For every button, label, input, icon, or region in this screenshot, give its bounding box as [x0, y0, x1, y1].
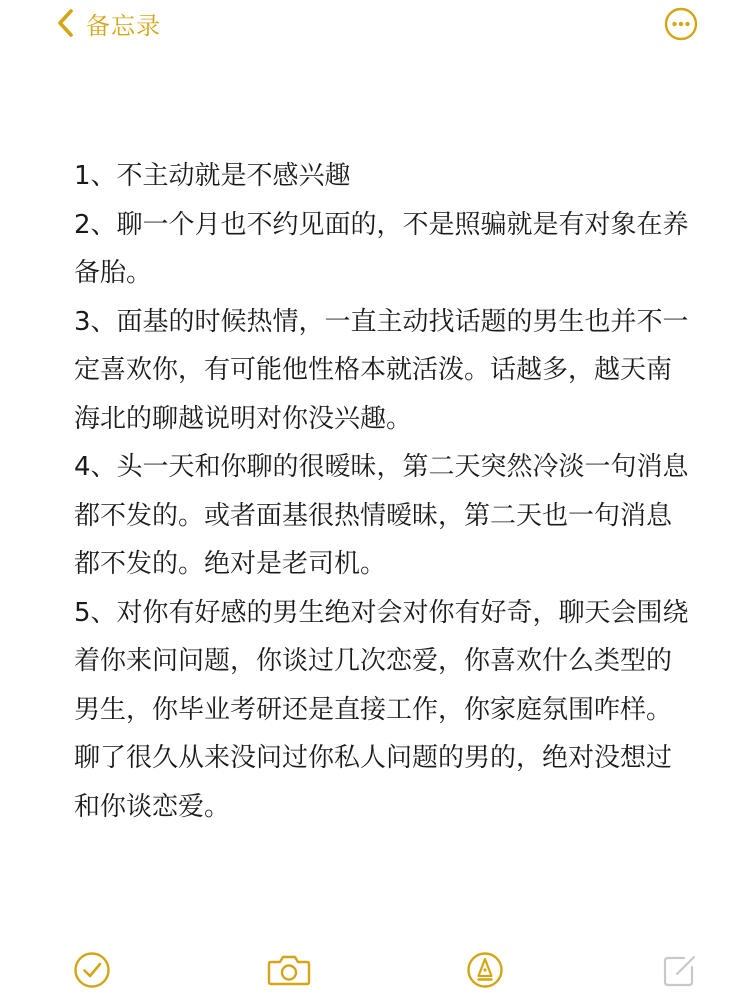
back-label: 备忘录 — [86, 11, 161, 40]
compose-button[interactable] — [660, 950, 700, 990]
compose-icon — [660, 950, 700, 990]
note-content[interactable] — [74, 152, 694, 831]
markup-button[interactable] — [465, 950, 505, 990]
note-paragraph-4: 4、头一天和你聊的很暧昧，第二天突然冷淡一句消息都不发的。或者面基很热情暧昧，第二天也一句消息都不发的。绝对是老司机。 — [74, 452, 689, 579]
back-button[interactable] — [56, 5, 161, 41]
note-paragraph-2: 2、聊一个月也不约见面的，不是照骗就是有对象在养备胎。 — [74, 209, 689, 288]
navigation-bar — [0, 0, 750, 46]
checkmark-circle-icon — [72, 950, 112, 990]
chevron-left-icon — [56, 8, 76, 38]
note-paragraph-1: 1、不主动就是不感兴趣 — [74, 161, 351, 191]
note-paragraph-3: 3、面基的时候热情，一直主动找话题的男生也并不一定喜欢你，有可能他性格本就活泼。话越多，越天南海北的聊越说明对你没兴趣。 — [74, 306, 689, 434]
note-paragraph-5: 5、对你有好感的男生绝对会对你有好奇，聊天会围绕着你来问问题，你谈过几次恋爱，你喜欢什么类型的男生，你毕业考研还是直接工作，你家庭氛围咋样。聊了很久从来没问过你私人问题的男的，绝对没想过和你谈恋爱。 — [74, 597, 689, 822]
ellipsis-circle-icon — [664, 26, 698, 45]
camera-icon — [266, 950, 312, 990]
more-options-button[interactable] — [664, 7, 698, 41]
camera-button[interactable] — [266, 950, 312, 990]
pen-tip-circle-icon — [465, 950, 505, 990]
checklist-button[interactable] — [72, 950, 112, 990]
bottom-toolbar — [0, 944, 750, 994]
